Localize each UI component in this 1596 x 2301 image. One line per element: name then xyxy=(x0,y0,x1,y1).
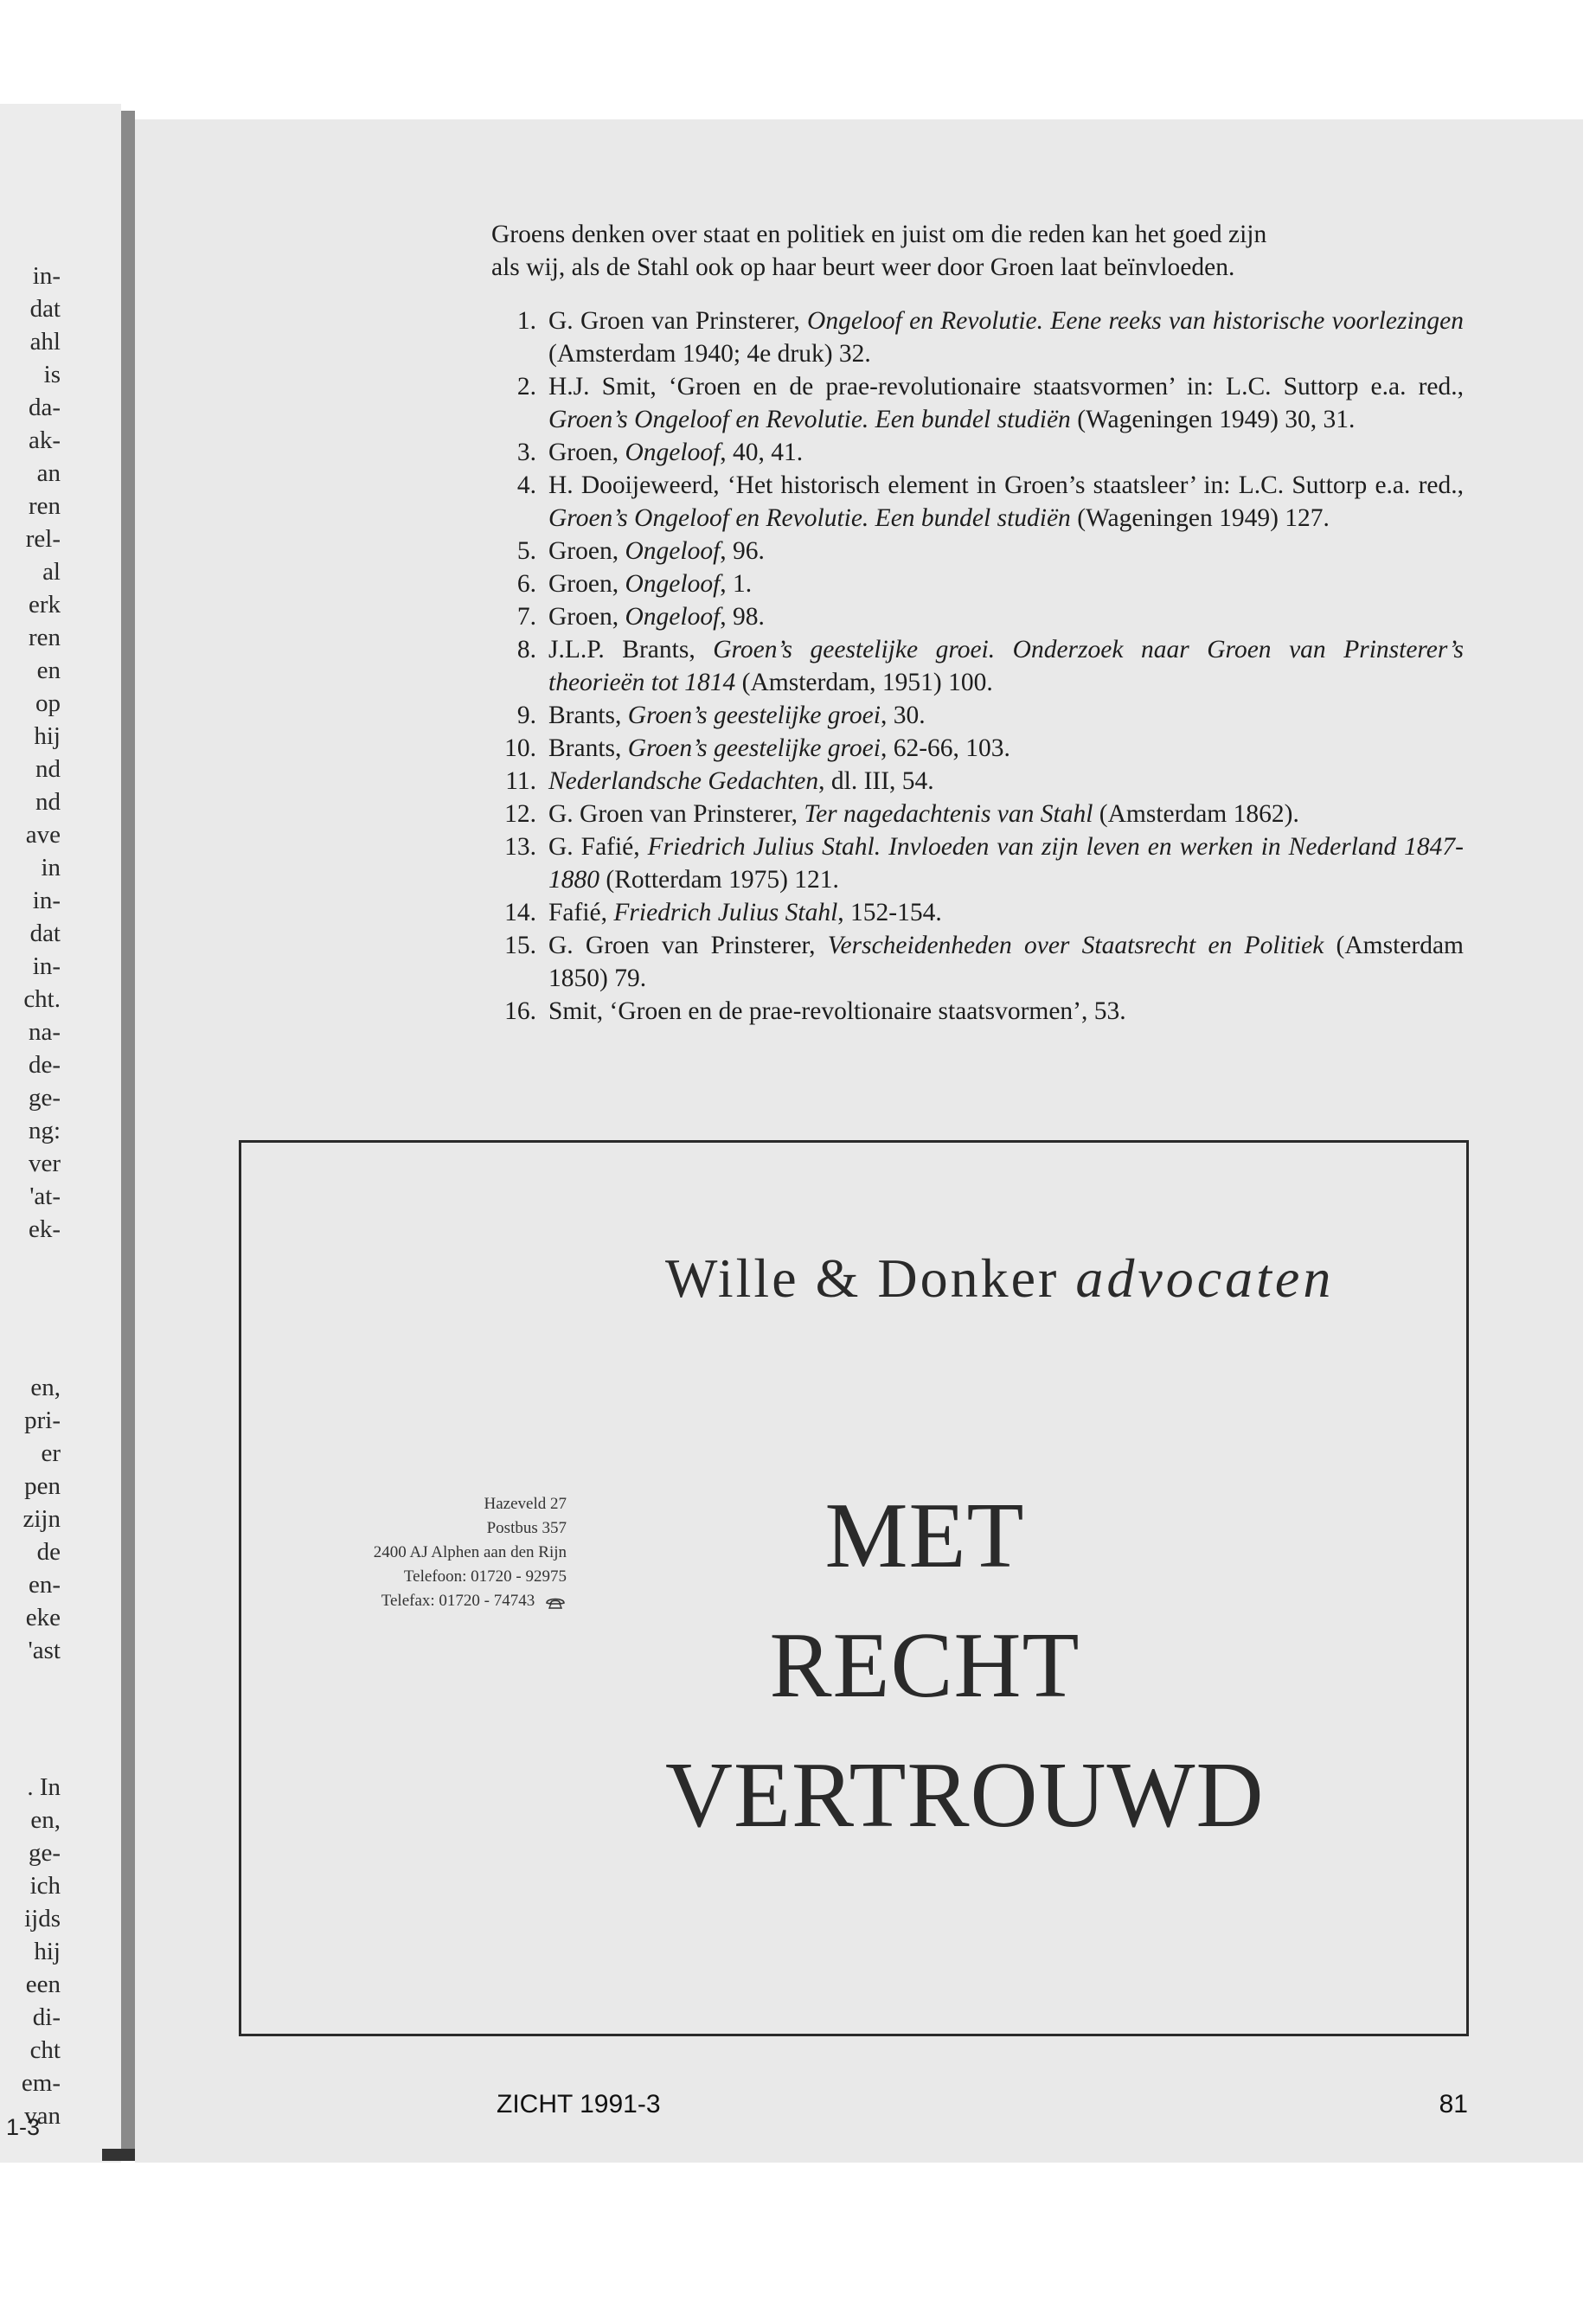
endnote-text: H. Dooijeweerd, ‘Het historisch element in Groen’s staatsleer’ in: L.C. Suttorp e.a. red., Groen’s Ongeloof en Revolutie. Een bundel studiën (Wageningen 1949) 127. xyxy=(548,471,1464,532)
endnote-text: G. Groen van Prinsterer, Verscheidenheden over Staatsrecht en Politiek (Amsterdam 1850) 79. xyxy=(548,932,1464,992)
left-page-fragment: ren xyxy=(28,624,61,651)
left-page-fragment: en- xyxy=(28,1571,61,1599)
left-page-fragment: ijds xyxy=(24,1905,61,1932)
left-page-fragment: ver xyxy=(28,1150,61,1177)
left-page-fragment: en, xyxy=(30,1806,61,1834)
slogan-line-1: MET RECHT xyxy=(769,1484,1080,1717)
endnote-number: 14. xyxy=(504,899,536,926)
endnote-item xyxy=(491,929,1464,995)
endnote-item xyxy=(491,765,1464,798)
left-page-fragment: de- xyxy=(28,1051,61,1079)
endnote-number: 13. xyxy=(504,833,536,861)
endnote-text: Groen, Ongeloof, 98. xyxy=(548,603,765,631)
left-page-fragment: cht xyxy=(29,2036,61,2064)
endnote-text: Groen, Ongeloof, 1. xyxy=(548,570,753,598)
endnote-number: 1. xyxy=(516,307,536,335)
left-page-fragment: in- xyxy=(32,887,61,914)
left-page-fragment: in- xyxy=(32,952,61,980)
intro-line: Groens denken over staat en politiek en juist om die reden kan het goed zijn xyxy=(491,221,1267,248)
left-page-fragment: nd xyxy=(35,788,61,816)
book-spine xyxy=(121,111,135,2161)
left-page-fragment: dat xyxy=(29,920,61,947)
left-page-fragment: di- xyxy=(32,2003,61,2031)
left-page-fragment: in- xyxy=(32,262,61,290)
left-page-fragment: em- xyxy=(21,2069,61,2097)
firm-address xyxy=(276,1492,567,1613)
endnote-text: Brants, Groen’s geestelijke groei, 30. xyxy=(548,702,926,729)
endnote-text: H.J. Smit, ‘Groen en de prae-revolutionaire staatsvormen’ in: L.C. Suttorp e.a. red., Groen’s Ongeloof en Revolutie. Een bundel studiën (Wageningen 1949) 30, 31. xyxy=(548,373,1464,433)
left-page-fragment: en xyxy=(36,657,61,684)
firm-name xyxy=(665,1247,1409,1311)
endnote-number: 8. xyxy=(516,636,536,663)
endnote-item xyxy=(491,567,1464,600)
endnote-text: J.L.P. Brants, Groen’s geestelijke groei. Onderzoek naar Groen van Prinsterer’s theorieën tot 1814 (Amsterdam, 1951) 100. xyxy=(548,636,1464,696)
fax-text: Telefax: 01720 - 74743 xyxy=(381,1592,535,1610)
left-page-fragment: zijn xyxy=(22,1505,61,1533)
left-page-fragment: er xyxy=(41,1439,61,1467)
left-page-fragment: na- xyxy=(28,1018,61,1046)
left-page-fragment: ge- xyxy=(28,1084,61,1112)
endnote-item xyxy=(491,798,1464,830)
firm-name-suffix: advocaten xyxy=(1075,1247,1335,1309)
left-page-fragment: da- xyxy=(28,394,61,421)
endnote-item xyxy=(491,633,1464,699)
endnote-text: Groen, Ongeloof, 96. xyxy=(548,537,765,565)
slogan xyxy=(665,1471,1265,1861)
endnote-text: Nederlandsche Gedachten, dl. III, 54. xyxy=(548,767,934,795)
endnote-number: 10. xyxy=(504,734,536,762)
address-line: Hazeveld 27 xyxy=(484,1495,567,1513)
left-page-footer: 1-3 xyxy=(5,2114,40,2140)
endnote-text: G. Groen van Prinsterer, Ongeloof en Revolutie. Eene reeks van historische voorlezingen (Amsterdam 1940; 4e druk) 32. xyxy=(548,307,1464,368)
left-page-fragment: ek- xyxy=(28,1215,61,1243)
left-page-fragment: an xyxy=(36,459,61,487)
left-page-fragment: de xyxy=(36,1538,61,1566)
endnote-text: Groen, Ongeloof, 40, 41. xyxy=(548,439,804,466)
left-page-fragment: ich xyxy=(29,1872,61,1900)
endnote-item xyxy=(491,830,1464,896)
left-page-fragment: hij xyxy=(34,722,61,750)
left-page-fragment: ak- xyxy=(28,426,61,454)
telephone-icon xyxy=(544,1595,567,1609)
endnote-text: Fafié, Friedrich Julius Stahl, 152-154. xyxy=(548,899,942,926)
left-page-fragment: ren xyxy=(28,492,61,520)
left-page-fragment: 'ast xyxy=(28,1637,61,1664)
firm-name-main: Wille & Donker xyxy=(665,1247,1060,1309)
endnote-item xyxy=(491,370,1464,436)
left-page-fragment: nd xyxy=(35,755,61,783)
endnote-item xyxy=(491,699,1464,732)
endnote-number: 12. xyxy=(504,800,536,828)
left-page-fragment: ge- xyxy=(28,1839,61,1867)
endnote-text: Brants, Groen’s geestelijke groei, 62-66, 103. xyxy=(548,734,1010,762)
endnote-text: Smit, ‘Groen en de prae-revoltionaire staatsvormen’, 53. xyxy=(548,997,1126,1025)
endnote-number: 5. xyxy=(516,537,536,565)
endnote-item xyxy=(491,732,1464,765)
endnote-number: 15. xyxy=(504,932,536,959)
left-page-fragment: pen xyxy=(24,1472,61,1500)
endnote-number: 16. xyxy=(504,997,536,1025)
left-page-fragment: een xyxy=(25,1971,61,1998)
left-page-fragment: op xyxy=(35,689,61,717)
left-page-fragment: rel- xyxy=(25,525,61,553)
left-page-fragment: dat xyxy=(29,295,61,323)
left-page-fragment: ng: xyxy=(28,1117,61,1144)
slogan-line-2: VERTROUWD xyxy=(665,1744,1265,1847)
page-number: 81 xyxy=(1439,2090,1468,2118)
endnote-item xyxy=(491,535,1464,567)
left-page-fragment: cht. xyxy=(23,985,61,1013)
endnote-number: 7. xyxy=(516,603,536,631)
journal-footer: ZICHT 1991-3 xyxy=(497,2090,661,2118)
left-page-fragment: erk xyxy=(28,591,61,619)
endnote-item xyxy=(491,995,1464,1028)
article-content xyxy=(491,218,1464,1028)
intro-paragraph xyxy=(491,218,1464,284)
left-page-fragment: en, xyxy=(30,1374,61,1401)
left-page-fragment: al xyxy=(42,558,61,586)
endnote-number: 9. xyxy=(516,702,536,729)
address-line: 2400 AJ Alphen aan den Rijn xyxy=(373,1543,567,1561)
left-page-fragment: pri- xyxy=(24,1407,61,1434)
endnote-item xyxy=(491,304,1464,370)
endnote-item xyxy=(491,600,1464,633)
endnote-text: G. Groen van Prinsterer, Ter nagedachtenis van Stahl (Amsterdam 1862). xyxy=(548,800,1299,828)
endnote-number: 4. xyxy=(516,471,536,499)
endnote-number: 6. xyxy=(516,570,536,598)
endnote-item xyxy=(491,896,1464,929)
left-page-fragment: ahl xyxy=(29,328,61,356)
address-line-fax xyxy=(276,1589,567,1613)
intro-line: als wij, als de Stahl ook op haar beurt weer door Groen laat beïnvloeden. xyxy=(491,253,1235,281)
endnote-number: 11. xyxy=(505,767,536,795)
left-page-fragment: eke xyxy=(25,1604,61,1631)
advertisement-box xyxy=(239,1140,1469,2036)
endnotes-list xyxy=(491,304,1464,1028)
left-page-fragment: 'at- xyxy=(29,1183,61,1210)
left-page-fragment: ave xyxy=(25,821,61,849)
left-page-text-fragments xyxy=(0,260,61,2132)
endnote-text: G. Fafié, Friedrich Julius Stahl. Invloeden van zijn leven en werken in Nederland 1847-1880 (Rotterdam 1975) 121. xyxy=(548,833,1464,894)
address-line: Telefoon: 01720 - 92975 xyxy=(403,1567,567,1586)
endnote-item xyxy=(491,436,1464,469)
left-facing-page xyxy=(0,104,121,2163)
left-page-fragment: in xyxy=(41,854,61,881)
left-page-fragment: . In xyxy=(27,1773,61,1801)
left-page-fragment: is xyxy=(43,361,61,388)
endnote-number: 2. xyxy=(516,373,536,401)
address-line: Postbus 357 xyxy=(486,1519,567,1537)
endnote-number: 3. xyxy=(516,439,536,466)
endnote-item xyxy=(491,469,1464,535)
left-page-fragment: van xyxy=(24,2102,61,2130)
left-page-fragment: hij xyxy=(34,1938,61,1965)
